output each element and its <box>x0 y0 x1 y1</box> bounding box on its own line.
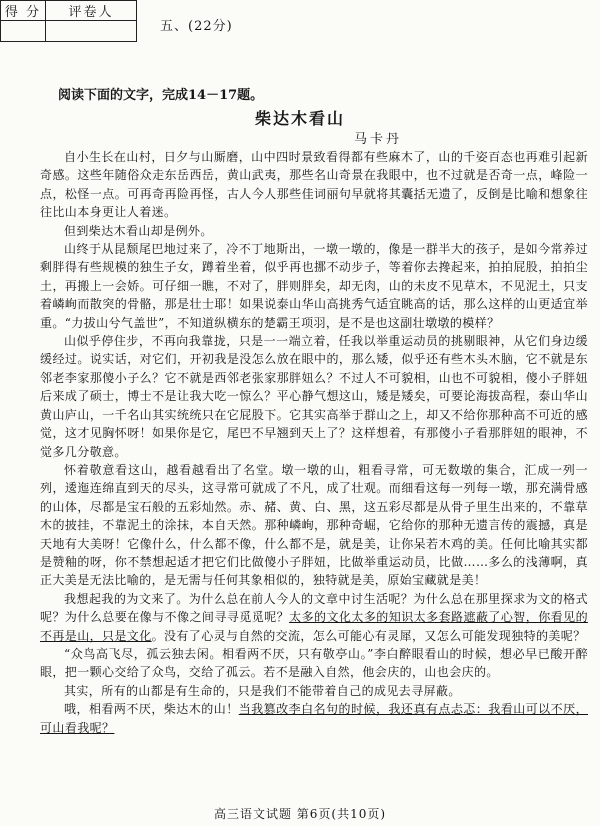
score-cell <box>1 21 46 42</box>
paragraph: 自小生长在山村，日夕与山厮磨，山中四时景致看得都有些麻木了，山的千姿百态也再难引起新奇感。这些年随俗众走东岳西岳，黄山武夷，那些名山奇景在我眼中，也不过就是否奇一点，峰险一点，松怪一点。可再奇再险再怪，古人今人那些佳词丽句早就将其囊括无遗了，反倒是比喻和想象往往比山本身更让人着迷。 <box>40 150 588 220</box>
article-body <box>40 148 588 737</box>
paragraph: “众鸟高飞尽，孤云独去闲。相看两不厌，只有敬亭山。”李白醉眼看山的时候，想必早已酸开醉眼，把一颗心交给了众鸟，交给了孤云。若不是融入自然，他会庆的，山也会庆的。 <box>40 646 588 680</box>
paragraph: 哦，相看两不厌，柴达木的山！当我篡改李白名句的时候，我还真有点忐忑：我看山可以不厌，可山看我呢？ <box>40 702 589 735</box>
grader-cell <box>46 21 137 42</box>
section-label: 五、(22分) <box>160 19 233 34</box>
paragraph: 但到柴达木看山却是例外。 <box>64 223 213 238</box>
grader-header: 评卷人 <box>46 1 137 21</box>
score-header: 得 分 <box>1 1 46 21</box>
paragraph: 山终于从昆颓尾巴地过来了，冷不丁地斯出，一墩一墩的，像是一群半大的孩子，是如今常养过剩胖得有些规模的独生子女，蹲着坐着，似乎再也挪不动步子，等着你去搀起来，拍拍屁股，拍拍尘土，再搬上一会娇。可仔细一瞧，不对了，胖则胖矣，却无肉，山的未皮不见草木，不见泥土，只支着嶙峋而散突的骨骼，那是壮士耶！如果说泰山华山高挑秀气适宜眺高的话，那么这样的山更适宜举重。“力拔山兮气盖世”，不知道纵横东的楚霸王项羽，是不是也这副壮墩墩的模样？ <box>40 242 588 330</box>
article-title: 柴达木看山 <box>254 109 345 128</box>
paragraph: 怀着敬意看这山，越看越看出了名堂。墩一墩的山，粗看寻常，可无数墩的集合，汇成一列一列，逶迤连绵直到天的尽头，这寻常可就成了不凡，成了壮观。而细看这每一列每一墩，那充满骨感的山体，尽都是宝石般的五彩灿然。赤、赭、黄、白、黑，这五彩尽都是从骨子里生出来的，不靠草木的披挂，不靠泥土的涂抹，本自天然。那种嶙峋，那种奇崛，它给你的那种无遗言传的震撼，真是天地有大美呀！它像什么，什么都不像，什么都不是，就是美，让你呆若木鸡的美。任何比喻其实都是赞釉的呀，你不禁想起适才把它们比做傻小子胖妞，比做举重运动员，比做……多么的浅薄啊，真正大美是无法比喻的，是无需与任何其象相似的，独特就是美，原始宝藏就是美！ <box>40 462 588 588</box>
underlined-text: 当我篡改李白名句的时候，我还真有点忐忑：我看山可以不厌，可山看我呢？ <box>40 702 589 735</box>
article-author: 马卡丹 <box>354 132 403 147</box>
page-footer: 高三语文试题 第6页(共10页) <box>213 807 387 821</box>
underlined-text: 太多的文化太多的知识太多套路遮蔽了心智，你看见的不再是山，只是文化 <box>40 610 588 643</box>
paragraph: 其实，所有的山都是有生命的，只是我们不能带着自己的成见去寻屏蔽。 <box>64 683 461 698</box>
paragraph: 我想起我的为文来了。为什么总在前人今人的文章中讨生活呢？为什么总在那里探求为文的格式呢？为什么总要在像与不像之间寻寻觅觅呢？太多的文化太多的知识太多套路遮蔽了心智，你看见的不再是山，只是文化。没有了心灵与自然的交流，怎么可能心有灵犀，又怎么可能发现独特的美呢？ <box>40 591 588 643</box>
score-table <box>0 0 137 42</box>
paragraph: 山似乎停住步，不再向我靠拢，只是一一端立着，任我以举重运动员的挑剔眼神，从它们身边缓缓经过。说实话，对它们，开初我是没怎么放在眼中的，那么矮，似乎还有些木头木脑，它不就是东邻老李家那傻小子么？它不就是西邻老张家那胖妞么？不过人不可貌相，山也不可貌相，傻小子胖妞后来成了硕士，博士不是让我大吃一惊么？平心静气想这山，矮是矮矣，可要论海拔高程，泰山华山黄山庐山，一千名山其实统统只在它屁股下。它其实高举于群山之上，却又不给你那种高不可近的感觉，这才见胸怀呀！如果你是它，尾巴不早翘到天上了？这样想着，有那傻小子看那胖妞的眼神，不觉多几分敬意。 <box>40 334 588 459</box>
instruction: 阅读下面的文字，完成14－17题。 <box>58 88 264 103</box>
